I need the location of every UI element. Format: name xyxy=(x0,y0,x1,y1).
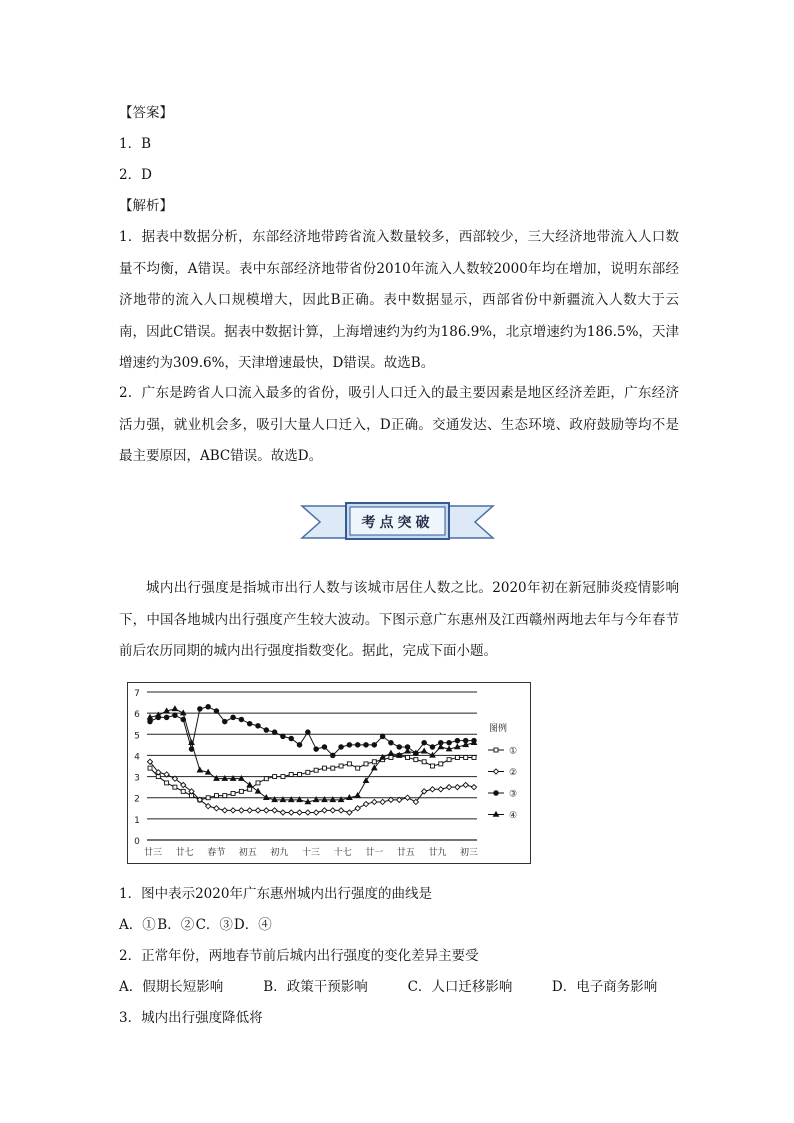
x-tick-label: 初五 xyxy=(238,848,257,858)
series-point xyxy=(372,760,376,764)
x-tick-label: 春节 xyxy=(207,848,226,858)
question-1: 1．图中表示2020年广东惠州城内出行强度的曲线是 xyxy=(119,886,432,902)
series-point xyxy=(222,719,227,724)
series-point xyxy=(464,756,468,760)
series-point xyxy=(297,743,302,748)
series-point xyxy=(214,709,219,714)
x-tick-label: 廿三 xyxy=(143,848,163,858)
series-point xyxy=(306,770,310,774)
series-point xyxy=(239,717,244,722)
series-point xyxy=(198,707,203,712)
series-point xyxy=(173,713,178,718)
series-point xyxy=(223,794,227,798)
series-point xyxy=(148,766,152,770)
x-tick-label: 十七 xyxy=(333,848,352,858)
series-point xyxy=(430,764,434,768)
answer-2: 2．D xyxy=(119,167,152,183)
x-tick-label: 廿一 xyxy=(365,848,384,858)
q1-option-b[interactable]: B．② xyxy=(157,917,195,933)
q2-option-d[interactable]: D．电子商务影响 xyxy=(551,979,658,995)
series-point xyxy=(339,745,344,750)
series-point xyxy=(331,766,335,770)
series-point xyxy=(422,740,427,745)
series-point xyxy=(264,777,268,781)
analysis-heading: 【解析】 xyxy=(119,198,173,214)
analysis-paragraph-2: 2．广东是跨省人口流入最多的省份，吸引人口迁入的最主要因素是地区经济差距，广东经济活力强，就业机会多，吸引大量人口迁入，D正确。交通发达、生态环境、政府鼓励等均不是最主要原因，ABC错误。故选D。 xyxy=(119,385,679,464)
series-point xyxy=(330,753,335,758)
y-tick-label: 3 xyxy=(134,773,140,784)
series-point xyxy=(314,768,318,772)
series-point xyxy=(406,756,410,760)
series-point xyxy=(322,766,326,770)
question-3: 3．城内出行强度降低将 xyxy=(119,1010,263,1026)
series-point xyxy=(494,748,498,752)
y-tick-label: 5 xyxy=(134,731,140,742)
series-point xyxy=(347,743,352,748)
series-point xyxy=(455,738,460,743)
analysis-paragraph-1: 1．据表中数据分析，东部经济地带跨省流入数量较多，西部较少，三大经济地带流入人口数量不均衡，A错误。表中东部经济地带省份2010年流入人数较2000年均在增加，说明东部经济地带的流入人口规模增大，因此B正确。表中数据显示，西部省份中新疆流入人数大于云南，因此C错误。据表中数据计算，上海增速约为约为186.9%，北京增速约为186.5%，天津增速约为309.6%，天津增速最快，D错误。故选B。 xyxy=(119,229,679,371)
series-point xyxy=(347,762,351,766)
series-point xyxy=(447,758,451,762)
series-point xyxy=(214,794,218,798)
series-point xyxy=(206,796,210,800)
x-tick-label: 廿七 xyxy=(175,848,194,858)
x-tick-label: 初九 xyxy=(270,848,289,858)
answer-1: 1．B xyxy=(119,136,152,152)
question-1-options xyxy=(119,915,272,935)
q1-option-c[interactable]: C．③ xyxy=(195,917,233,933)
series-point xyxy=(256,781,260,785)
q2-option-b[interactable]: B．政策干预影响 xyxy=(263,979,368,995)
series-point xyxy=(322,745,327,750)
question-2-options xyxy=(119,977,657,997)
y-tick-label: 6 xyxy=(134,710,140,721)
q1-option-a[interactable]: A．① xyxy=(119,917,156,933)
legend-label: ② xyxy=(509,768,518,778)
series-point xyxy=(494,791,499,796)
series-point xyxy=(148,719,153,724)
series-point xyxy=(248,787,252,791)
legend-label: ① xyxy=(509,746,518,757)
series-point xyxy=(389,756,393,760)
y-tick-label: 0 xyxy=(134,837,140,847)
series-point xyxy=(231,715,236,720)
series-point xyxy=(206,705,211,710)
series-point xyxy=(164,715,169,720)
series-point xyxy=(364,762,368,766)
series-point xyxy=(356,766,360,770)
intro-paragraph: 城内出行强度是指城市出行人数与该城市居住人数之比。2020年初在新冠肺炎疫情影响下，中国各地城内出行强度产生较大波动。下图示意广东惠州及江西赣州两地去年与今年春节前后农历同期的城内出行强度指数变化。据此，完成下面小题。 xyxy=(119,580,679,659)
series-point xyxy=(430,745,435,750)
series-point xyxy=(455,756,459,760)
series-point xyxy=(165,781,169,785)
series-point xyxy=(339,764,343,768)
series-point xyxy=(281,775,285,779)
series-point xyxy=(372,743,377,748)
q1-option-d[interactable]: D．④ xyxy=(233,917,272,933)
legend-label: ④ xyxy=(509,811,518,821)
series-point xyxy=(380,734,385,739)
legend-title: 图例 xyxy=(489,724,508,734)
banner-text: 考点突破 xyxy=(361,515,434,531)
q2-option-c[interactable]: C．人口迁移影响 xyxy=(407,979,513,995)
y-tick-label: 7 xyxy=(134,689,140,699)
x-tick-label: 十三 xyxy=(301,848,321,858)
x-tick-label: 初三 xyxy=(459,848,479,858)
series-point xyxy=(289,736,294,741)
series-point xyxy=(314,747,319,752)
series-point xyxy=(173,785,177,789)
series-point xyxy=(364,743,369,748)
y-tick-label: 1 xyxy=(134,815,140,826)
series-point xyxy=(414,758,418,762)
series-point xyxy=(289,772,293,776)
series-point xyxy=(447,740,452,745)
series-point xyxy=(422,760,426,764)
series-point xyxy=(239,789,243,793)
series-point xyxy=(273,775,277,779)
question-2: 2．正常年份，两地春节前后城内出行强度的变化差异主要受 xyxy=(119,948,479,964)
series-point xyxy=(439,762,443,766)
series-point xyxy=(472,756,476,760)
series-point xyxy=(355,743,360,748)
section-banner xyxy=(300,500,495,544)
series-point xyxy=(231,791,235,795)
travel-intensity-chart xyxy=(127,682,531,864)
series-point xyxy=(306,730,311,735)
y-tick-label: 2 xyxy=(134,794,140,805)
series-point xyxy=(397,745,402,750)
y-tick-label: 4 xyxy=(134,752,140,763)
x-tick-label: 廿五 xyxy=(396,848,415,858)
legend-label: ③ xyxy=(509,789,518,800)
series-point xyxy=(181,789,185,793)
series-point xyxy=(247,721,252,726)
series-point xyxy=(256,724,261,729)
series-point xyxy=(272,730,277,735)
x-tick-label: 廿九 xyxy=(428,848,447,858)
series-point xyxy=(264,728,269,733)
q2-option-a[interactable]: A．假期长短影响 xyxy=(119,979,224,995)
series-point xyxy=(389,740,394,745)
series-point xyxy=(281,734,286,739)
answer-heading: 【答案】 xyxy=(119,105,173,121)
series-point xyxy=(298,772,302,776)
